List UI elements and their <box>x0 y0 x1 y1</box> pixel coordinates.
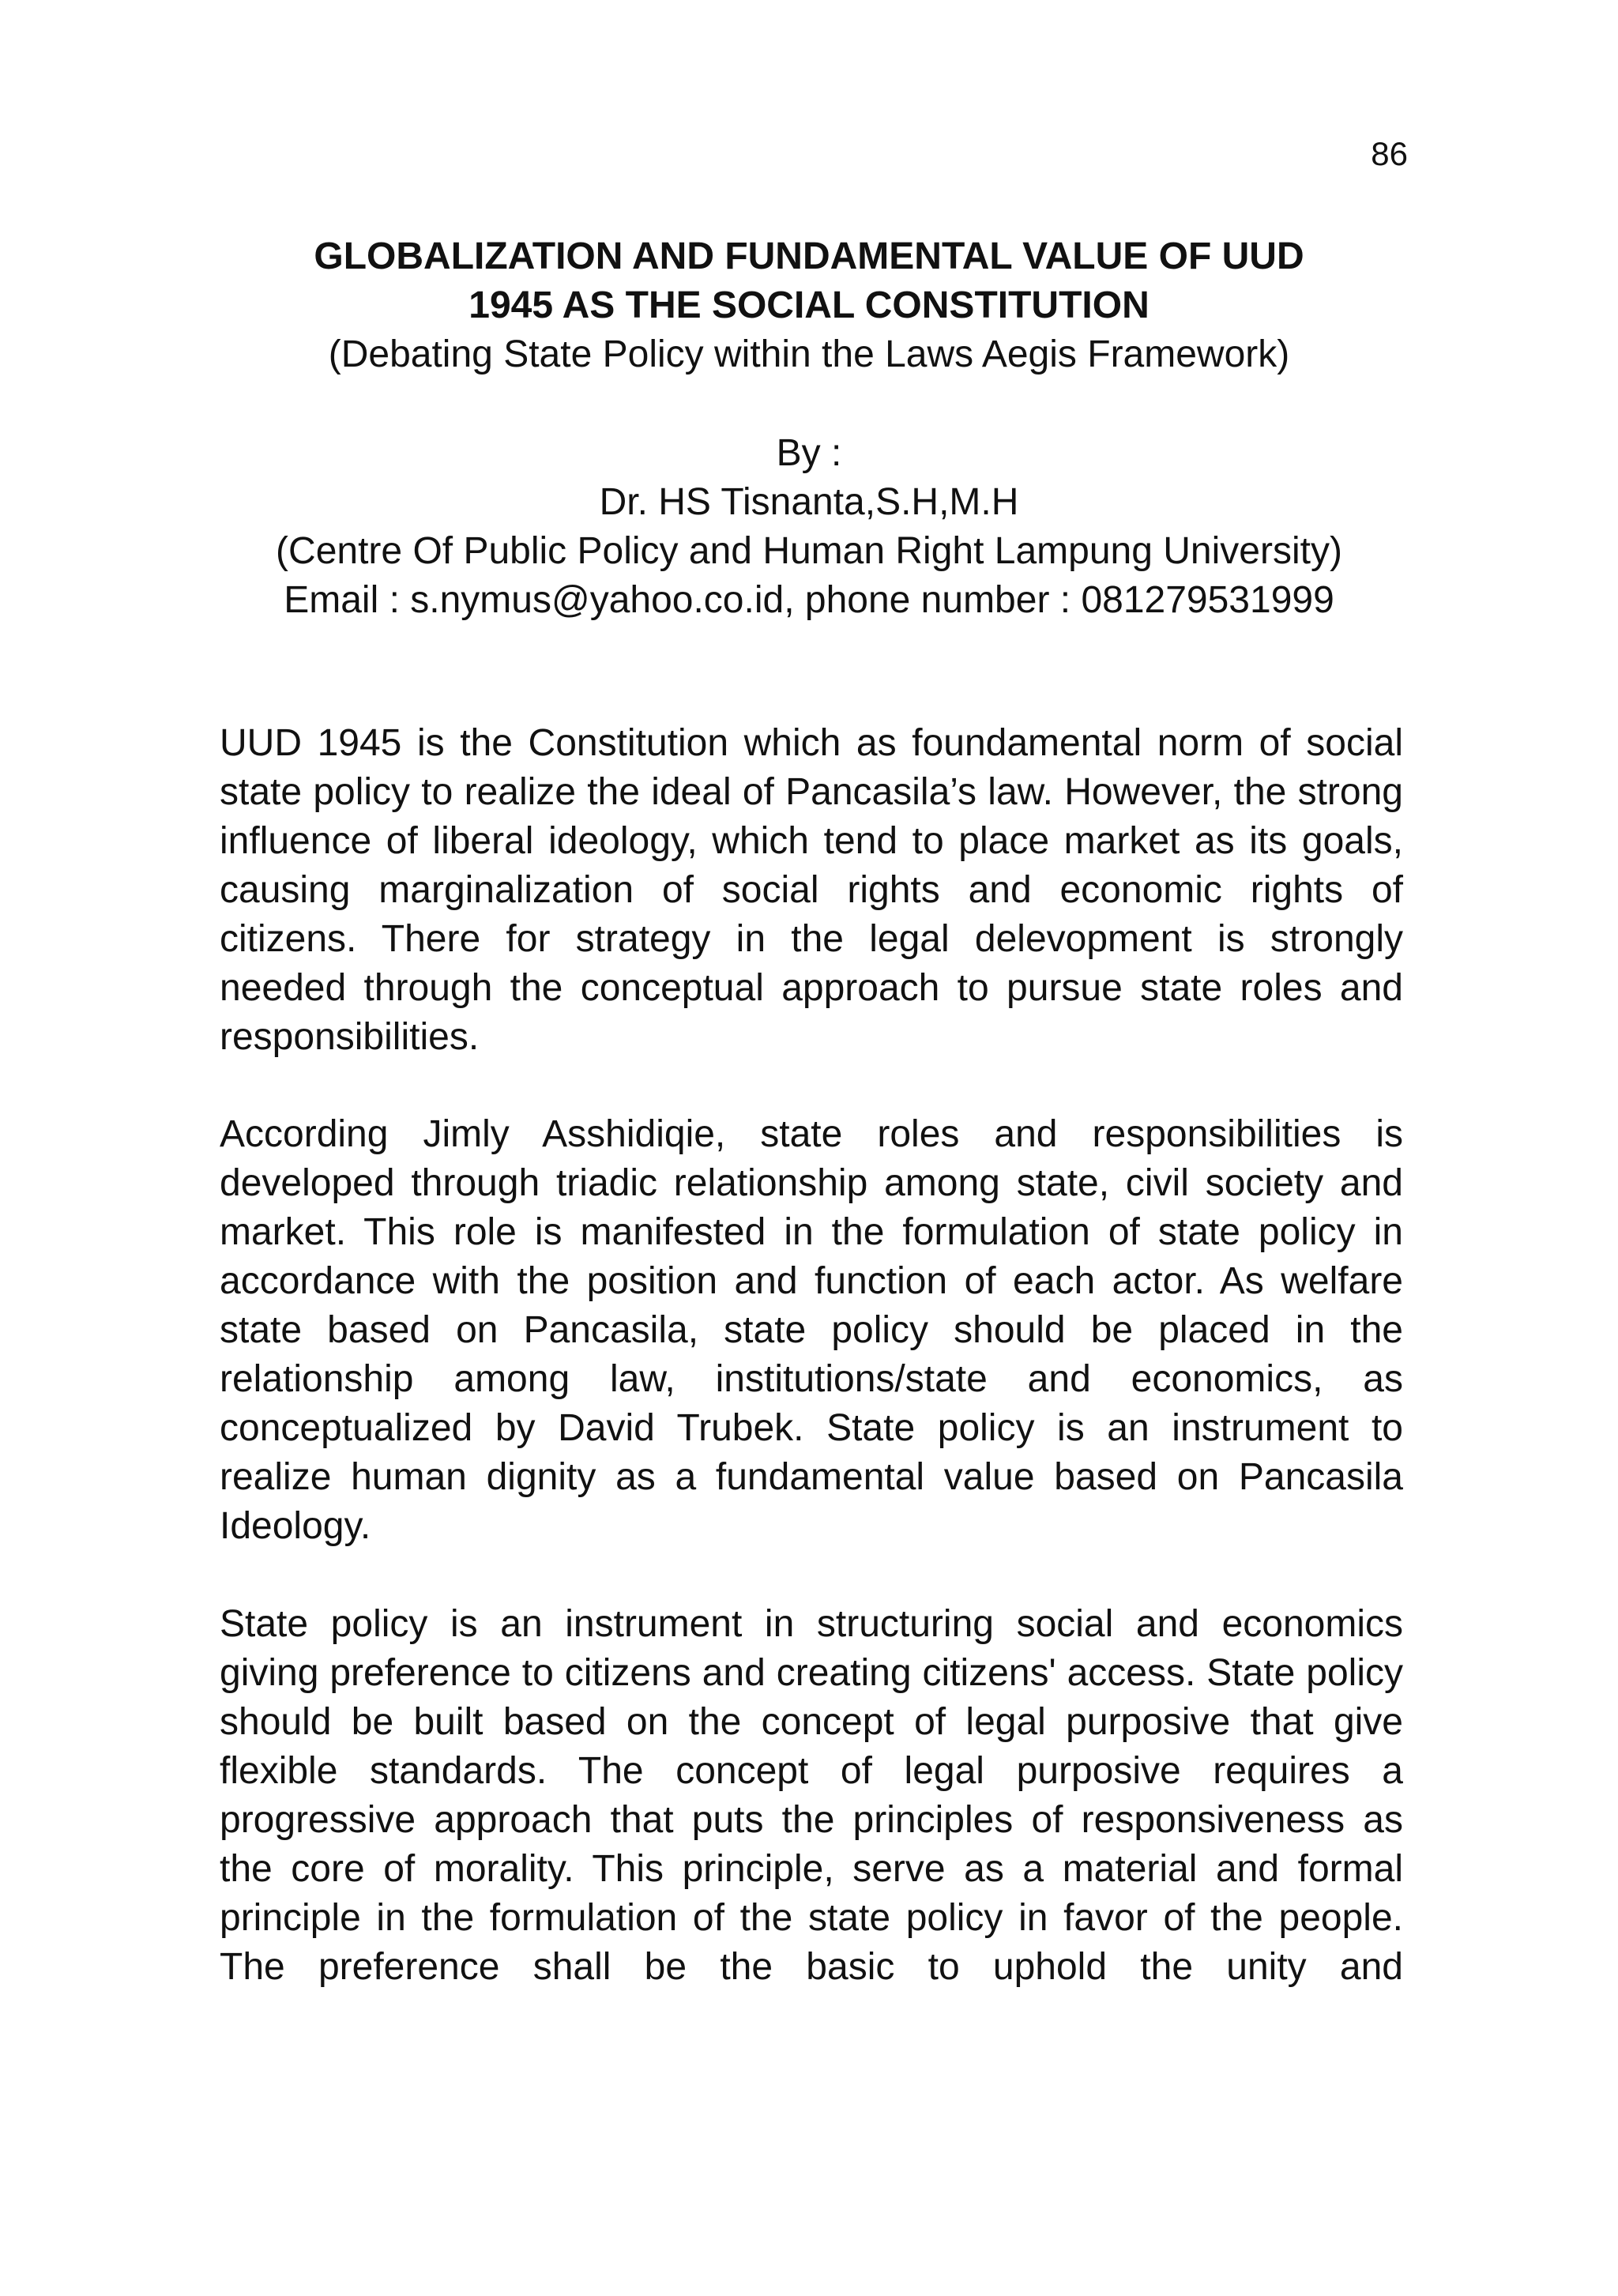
author-block <box>0 429 1618 625</box>
author-contact: Email : s.nymus@yahoo.co.id, phone number : 081279531999 <box>284 579 1334 621</box>
paper-title-line-1: GLOBALIZATION AND FUNDAMENTAL VALUE OF UUD <box>314 235 1304 277</box>
body-paragraph: According Jimly Asshidiqie, state roles and responsibilities is developed through triadic relationship among state, civil society and market. This role is manifested in the formulation of state policy in accordance with the position and function of each actor. As welfare state based on Pancasila, state policy should be placed in the relationship among law, institutions/state and economics, as conceptualized by David Trubek. State policy is an instrument to realize human dignity as a fundamental value based on Pancasila Ideology. <box>220 1113 1403 1547</box>
body-paragraph: UUD 1945 is the Constitution which as foundamental norm of social state policy to realize the ideal of Pancasila’s law. However, the strong influence of liberal ideology, which tend to place market as its goals, causing marginalization of social rights and economic rights of citizens. There for strategy in the legal delevopment is strongly needed through the conceptual approach to pursue state roles and responsibilities. <box>220 722 1403 1058</box>
page-number: 86 <box>1371 135 1408 172</box>
author-affiliation: (Centre Of Public Policy and Human Right Lampung University) <box>276 530 1342 572</box>
paper-title-line-2: 1945 AS THE SOCIAL CONSTITUTION <box>468 284 1150 326</box>
title-block <box>0 232 1618 379</box>
body-paragraph: State policy is an instrument in structuring social and economics giving preference to citizens and creating citizens' access. State policy should be built based on the concept of legal purposive that give flexible standards. The concept of legal purposive requires a progressive approach that puts the principles of responsiveness as the core of morality. This principle, serve as a material and formal principle in the formulation of the state policy in favor of the people. The preference shall be the basic to uphold the unity and <box>220 1603 1403 1988</box>
author-name: Dr. HS Tisnanta,S.H,M.H <box>599 481 1019 523</box>
paper-subtitle: (Debating State Policy within the Laws Aegis Framework) <box>328 333 1290 375</box>
by-label: By : <box>776 432 842 474</box>
